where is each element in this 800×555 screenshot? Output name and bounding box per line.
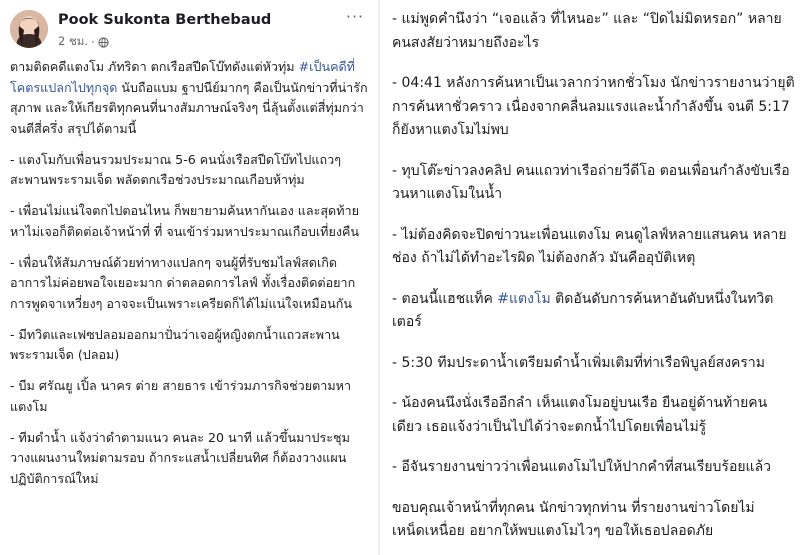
profile-photo-icon bbox=[10, 10, 48, 48]
trend-text: - ตอนนี้แฮชแท็ค bbox=[392, 290, 498, 307]
post-paragraph: - เพื่อนไม่แน่ใจตกไปตอนไหน ก็พยายามค้นหากันเอง และสุดท้ายหาไม่เจอก็ติดต่อเจ้าหน้าที่ ที่ จนเข้าร่วมหาประมาณเกือบเที่ยงคืน bbox=[10, 203, 360, 239]
post-body-left bbox=[10, 57, 372, 500]
hashtag-link[interactable]: #เป็นคดีที่โคตรแปลกไปทุกจุด bbox=[10, 59, 355, 95]
trend-text-cont: ติดอันดับการค้นหาอันดับหนึ่งในทวิตเตอร์ bbox=[392, 290, 774, 330]
post-header bbox=[0, 0, 380, 56]
post-time[interactable]: 2 ชม. bbox=[58, 34, 89, 48]
post-paragraph: - น้องคนนึงนั่งเรืออีกลำ เห็นแตงโมอยู่บนเรือ ยืนอยู่ด้านท้ายคนเดียว เธอแจ้งว่าเป็นไปได้ว่าจะตกน้ำไปโดยเพื่อนไม่รู้ bbox=[392, 395, 768, 435]
post-closing: ขอบคุณเจ้าหน้าที่ทุกคน นักข่าวทุกท่าน ที่รายงานข่าวโดยไม่เหน็ดเหนื่อย อยากให้พบแตงโมไวๆ ขอให้เธอปลอดภัย bbox=[392, 499, 755, 539]
meta-separator: · bbox=[91, 35, 95, 49]
post-paragraph: - 04:41 หลังการค้นหาเป็นเวลากว่าหกชั่วโมง นักข่าวรายงานว่ายุติการค้นหาชั่วคราว เนื่องจากคลื่นลมแรงและน้ำกำลังขึ้น จนตี 5:17 ก็ยังหาแตงโมไม่พบ bbox=[392, 75, 795, 138]
globe-icon bbox=[98, 37, 109, 48]
post-trend-paragraph bbox=[392, 288, 797, 335]
post-paragraph: - บีม ศรัณยู เปิ้ล นาคร ต่าย สายธาร เข้าร่วมภารกิจช่วยตามหาแตงโม bbox=[10, 378, 352, 414]
post-paragraph: - เพื่อนให้สัมภาษณ์ด้วยท่าทางแปลกๆ จนผู้ที่รับชมไลฟ์สดเกิดอาการไม่ค่อยพอใจเยอะมาก ด่าตลอดการไลฟ์ ทั้งเรื่องติดต่อยาก การพูดจาเหวี่ยงๆ อาจจะเป็นเพราะเครียดก็ได้ไม่แน่ใจเหมือนกัน bbox=[10, 254, 356, 311]
avatar[interactable] bbox=[10, 10, 48, 48]
post-paragraph: - ทุบโต๊ะข่าวลงคลิป คนแถวท่าเรือถ่ายวีดีโอ ตอนเพื่อนกำลังขับเรือวนหาแตงโมในน้ำ bbox=[392, 162, 790, 202]
post-left-column bbox=[0, 0, 380, 555]
post-body-right bbox=[392, 8, 797, 555]
hashtag-link-trend[interactable]: #แตงโม bbox=[497, 290, 551, 307]
post-paragraph: - มีทวิตและเฟซปลอมออกมาปั่นว่าเจอผู้หญิงตกน้ำแถวสะพานพระรามเจ็ด (ปลอม) bbox=[10, 326, 340, 362]
author-name[interactable]: Pook Sukonta Berthebaud bbox=[58, 12, 272, 28]
post-paragraph: - 5:30 ทีมประดาน้ำเตรียมดำน้ำเพิ่มเติมที่ท่าเรือพิบูลย์สงคราม bbox=[392, 354, 766, 371]
post-right-column bbox=[380, 0, 800, 555]
post-intro bbox=[10, 57, 372, 139]
post-paragraph: - ไม่ต้องคิดจะปิดข่าวนะเพื่อนแตงโม คนดูไลฟ์หลายแสนคน หลายช่อง ถ้าไม่ได้ทำอะไรผิด ไม่ต้องกลัว มันคืออุบัติเหตุ bbox=[392, 226, 787, 266]
intro-text-cont: นับถือแบม ฐาปนีย์มากๆ คือเป็นนักข่าวที่น่ารัก สุภาพ และให้เกียรติทุกคนที่นางสัมภาษณ์จริงๆ นี่ลุ้นตั้งแต่สี่ทุ่มกว่าจนตีสี่ครึ่ง สรุปได้ตามนี้ bbox=[10, 79, 368, 136]
post-paragraph: - แม่พูดคำนึงว่า “เจอแล้ว ที่ไหนอะ” และ “ปิดไม่มิดหรอก” หลายคนสงสัยว่าหมายถึงอะไร bbox=[392, 11, 782, 51]
more-options-icon[interactable]: ··· bbox=[345, 7, 365, 26]
intro-text: ตามติดคดีแตงโม ภัทริดา ตกเรือสปีดโบ๊ทดังแต่หัวทุ่ม bbox=[10, 59, 299, 74]
post-paragraph: - แตงโมกับเพื่อนรวมประมาณ 5-6 คนนั่งเรือสปีดโบ๊ทไปแถวๆ สะพานพระรามเจ็ด พลัดตกเรือช่วงประมาณเกือบห้าทุ่ม bbox=[10, 151, 341, 187]
post-paragraph: - อีจันรายงานข่าวว่าเพื่อนแตงโมไปให้ปากคำที่สนเรียบร้อยแล้ว bbox=[392, 459, 772, 475]
post-meta bbox=[58, 33, 109, 51]
post-paragraph: - ทีมดำน้ำ แจ้งว่าดำตามแนว คนละ 20 นาที แล้วขึ้นมาประชุมวางแผนงานใหม่ตามรอบ ถ้ากระแสน้ำเปลี่ยนทิศ ก็ต้องวางแผนปฏิบัติการณ์ใหม่ bbox=[10, 429, 350, 486]
